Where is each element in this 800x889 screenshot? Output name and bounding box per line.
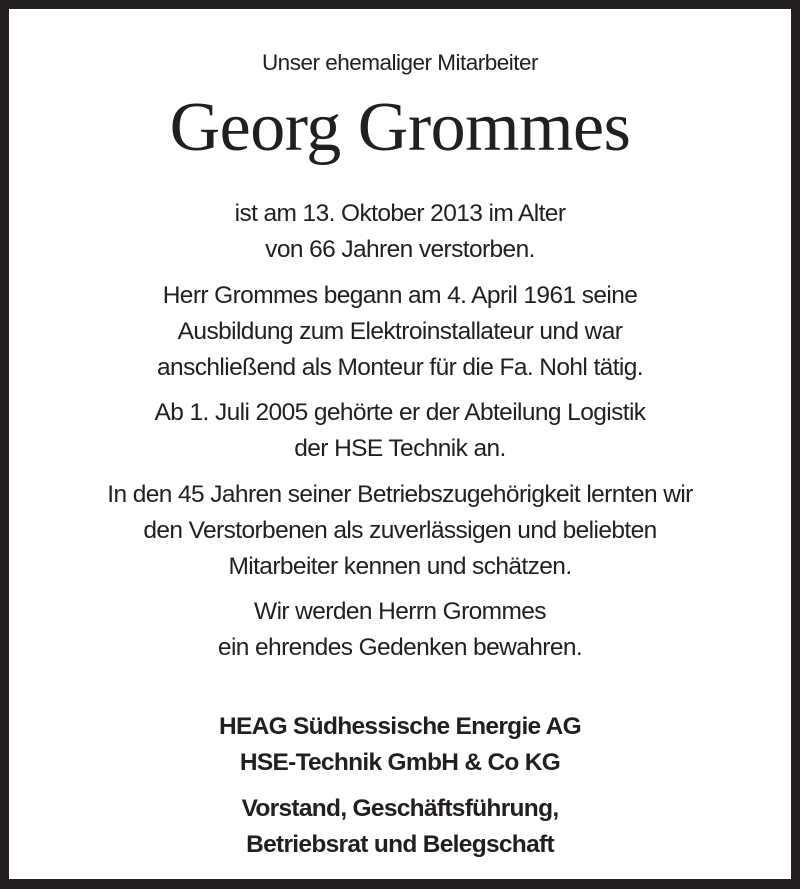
obituary-notice bbox=[9, 9, 791, 879]
company-name-1: HEAG Südhessische Energie AG bbox=[218, 713, 582, 740]
signatory-group-1: Vorstand, Geschäftsführung, bbox=[241, 795, 559, 822]
signatory-group-2: Betriebsrat und Belegschaft bbox=[246, 831, 554, 858]
company-name-2: HSE-Technik GmbH & Co KG bbox=[239, 749, 561, 776]
tenure-line-3: Mitarbeiter kennen und schätzen. bbox=[228, 553, 572, 580]
remembrance-line-1: Wir werden Herrn Grommes bbox=[254, 598, 546, 625]
deceased-name: Georg Grommes bbox=[169, 89, 631, 166]
career-line-1: Herr Grommes begann am 4. April 1961 seine bbox=[162, 282, 638, 309]
career-line-3: anschließend als Monteur für die Fa. Nohl tätig. bbox=[157, 354, 643, 381]
tenure-line-1: In den 45 Jahren seiner Betriebszugehörigkeit lernten wir bbox=[107, 481, 693, 508]
death-date-line-2: von 66 Jahren verstorben. bbox=[265, 236, 535, 263]
remembrance-line-2: ein ehrendes Gedenken bewahren. bbox=[217, 634, 583, 661]
intro-text: Unser ehemaliger Mitarbeiter bbox=[261, 50, 539, 75]
logistics-line-1: Ab 1. Juli 2005 gehörte er der Abteilung Logistik bbox=[154, 399, 646, 426]
death-date-line-1: ist am 13. Oktober 2013 im Alter bbox=[234, 200, 566, 227]
tenure-line-2: den Verstorbenen als zuverlässigen und beliebten bbox=[143, 517, 657, 544]
career-line-2: Ausbildung zum Elektroinstallateur und war bbox=[177, 318, 623, 345]
logistics-line-2: der HSE Technik an. bbox=[294, 435, 506, 462]
